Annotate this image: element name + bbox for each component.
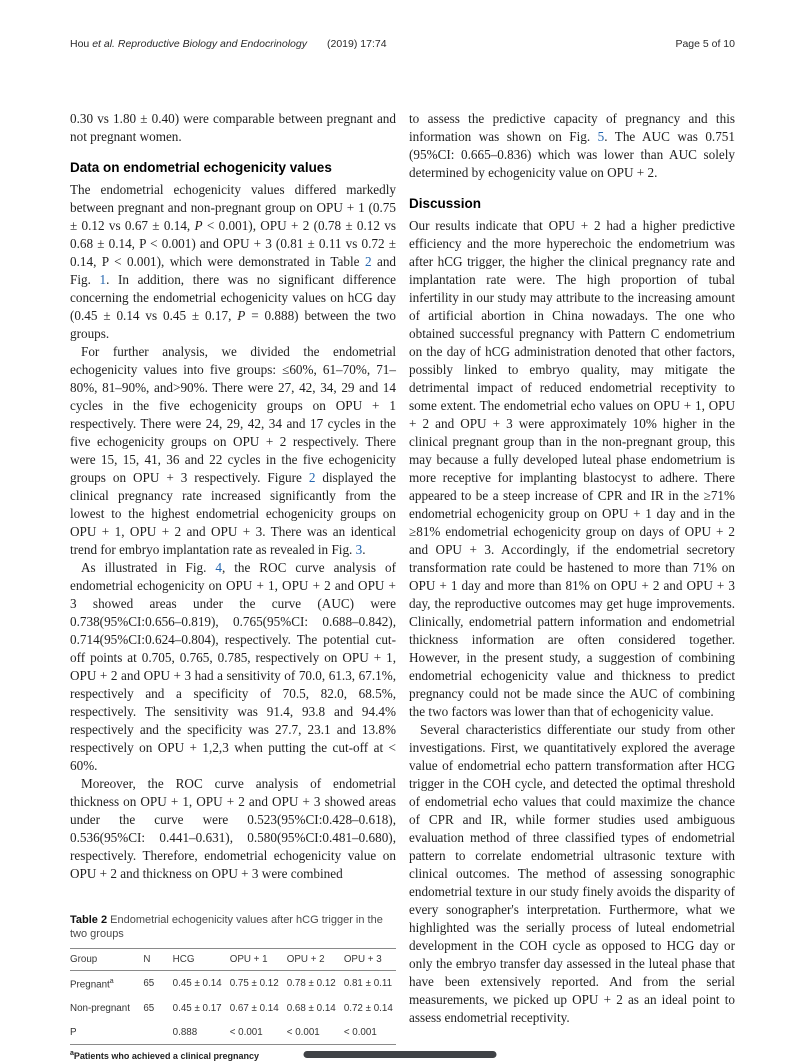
text-run: . The AUC was 0.751 (95%CI: 0.665–0.836) which was lower than AUC solely determined by echogenicity value on OPU + 2.: [409, 129, 735, 180]
table-cell: 0.888: [172, 1026, 198, 1038]
table-column-header: HCG: [173, 949, 230, 971]
paragraph: [409, 110, 735, 182]
table-cell: 65: [143, 1002, 155, 1014]
table-cell: P: [70, 1026, 77, 1038]
table-cell: 0.68 ± 0.14: [286, 1002, 336, 1014]
page-number-label: Page 5 of 10: [675, 38, 735, 50]
text-run: . In addition, there was no significant difference concerning the endometrial echogenicity values on hCG day (0.45 ± 0.14 vs 0.45 ± 0.17,: [70, 272, 397, 323]
text-run: displayed the clinical pregnancy rate increased significantly from the lowest to the highest endometrial echogenicity groups on OPU + 1, OPU + 2 and OPU + 3. There was an identical trend for embryo implantation rate as revealed in Fig.: [70, 470, 396, 557]
text-run: 0.30 vs 1.80 ± 0.40) were comparable between pregnant and not pregnant women.: [70, 111, 396, 144]
right-paragraphs: [409, 217, 735, 1027]
figure-ref-link[interactable]: 2: [364, 254, 372, 269]
table-column-header: OPU + 1: [230, 949, 287, 971]
text-run: As illustrated in Fig.: [81, 560, 216, 575]
figure-ref-link[interactable]: 5: [597, 129, 605, 144]
table-column-header: N: [143, 949, 172, 971]
table-column-header: Group: [70, 949, 143, 971]
author-name: Hou: [70, 38, 93, 50]
italic-variable: P: [237, 308, 246, 323]
paragraph: [70, 775, 396, 883]
table-cell: 0.45 ± 0.17: [172, 1002, 222, 1014]
figure-ref-link[interactable]: 3: [355, 542, 363, 557]
table-column-header: OPU + 2: [287, 949, 344, 971]
text-run: < 0.001), OPU + 2 (0.78 ± 0.12 vs 0.68 ± 0.14, P < 0.001) and OPU + 3 (0.81 ± 0.11 vs 0.72 ± 0.14, P < 0.001), which were demonstrated in Table: [70, 218, 396, 269]
table-2-caption-text: Endometrial echogenicity values after hCG trigger in the two groups: [70, 914, 383, 940]
table-row: [70, 1020, 396, 1045]
table-2-block: [70, 913, 396, 1061]
left-lead-paragraphs: [70, 110, 396, 146]
table-cell: 0.81 ± 0.11: [343, 977, 393, 989]
right-column: [409, 110, 735, 1061]
text-run: For further analysis, we divided the endometrial echogenicity values into five groups: ≤60%, 61–70%, 71–80%, 81–90%, and>90%. There were 27, 42, 34, 29 and 14 cycles in the five echogenicity groups on OPU + 1 respectively. There were 24, 29, 42, 34 and 17 cycles in the five echogenicity groups on OPU + 2 respectively. There were 15, 15, 41, 36 and 22 cycles in the five echogenicity groups on OPU + 3 respectively. Figure: [70, 344, 396, 485]
table-cell: 0.67 ± 0.14: [229, 1002, 279, 1014]
paragraph: [70, 110, 396, 146]
section-heading-discussion: Discussion: [409, 196, 482, 211]
paragraph: [70, 559, 396, 775]
table-cell: 0.72 ± 0.14: [343, 1002, 393, 1014]
table-cell: [143, 1020, 172, 1045]
table-cell: 0.75 ± 0.12: [229, 977, 279, 989]
footnote-marker: a: [70, 1050, 74, 1058]
table-row: [70, 971, 396, 997]
table-cell: Pregnant$^a$: [70, 977, 114, 990]
table-2-caption-label: Table 2: [70, 914, 108, 926]
table-cell: < 0.001: [286, 1026, 320, 1038]
table-column-header: OPU + 3: [344, 949, 396, 971]
section-heading-echogenicity: Data on endometrial echogenicity values: [70, 160, 332, 175]
paragraph: [409, 721, 735, 1027]
table-row: [70, 996, 396, 1020]
table-2: [70, 948, 396, 1045]
text-run: Our results indicate that OPU + 2 had a higher predictive efficiency and the more hyperechoic the endometrium was after hCG trigger, the higher the clinical pregnancy rate and implantation rate were. The high proportion of tubal infertility in our study may attribute to the increasing amount of artificial abortion in China nowadays. The one who obtained successful pregnancy with Pattern C endometrium on the day of hCG administration denoted that other factors, possibly linked to embryo quality, may mitigate the detrimental impact of reduced endometrial receptivity to some extent. The endometrial echo values on OPU + 1, OPU + 2 and OPU + 3 were approximately 10% higher in the clinical pregnant group than in the non-pregnant group, this may because a fully developed luteal phase endometrium is more receptive for implanting blastocyst to adhere. There appeared to be a steep increase of CPR and IR in the ≥71% endometrial echogenicity group on OPU + 1 day and in the ≥81% endometrial echogenicity group on days of OPU + 2 and OPU + 3. Accordingly, if the endometrial secretory transformation rate could be hastened to more than 71% on OPU + 1 day and more than 81% on OPU + 2 and OPU + 3 day, the reproductive outcomes may get huge improvements. Clinically, endometrial pattern information and endometrial thickness information are often considered together. However, in the present study, a suggestion of combining endometrial echogenicity value and thickness to predict pregnancy could not be made since the AUC of combining the two factors was lower than that of echogenicity value.: [409, 218, 735, 719]
italic-variable: P: [194, 218, 203, 233]
home-indicator-bar[interactable]: [304, 1051, 497, 1058]
two-column-body: [70, 110, 735, 1061]
table-cell: < 0.001: [343, 1026, 377, 1038]
paragraph: [409, 217, 735, 721]
text-run: to assess the predictive capacity of pregnancy and this information was shown on Fig.: [409, 111, 735, 144]
right-lead-paragraphs: [409, 110, 735, 182]
table-cell: < 0.001: [229, 1026, 263, 1038]
table-2-header-row: [70, 949, 396, 971]
table-2-caption: [70, 913, 396, 941]
paragraph: [70, 343, 396, 559]
paragraph: [70, 181, 396, 343]
figure-ref-link[interactable]: 1: [99, 272, 107, 287]
text-run: The endometrial echogenicity values differed markedly between pregnant and non-pregnant group on OPU + 1 (0.75 ± 0.12 vs 0.67 ± 0.14,: [70, 182, 396, 233]
text-run: and Fig.: [70, 254, 397, 287]
left-paragraphs: [70, 181, 396, 883]
text-run: = 0.888) between the two groups.: [70, 308, 397, 341]
text-run: .: [362, 542, 366, 557]
table-cell: Non-pregnant: [70, 1002, 130, 1014]
figure-ref-link[interactable]: 2: [308, 470, 316, 485]
footnote-marker: a: [109, 977, 114, 985]
issue-info: (2019) 17:74: [327, 38, 387, 50]
figure-ref-link[interactable]: 4: [215, 560, 222, 575]
text-run: , the ROC curve analysis of endometrial echogenicity on OPU + 1, OPU + 2 and OPU + 3 showed areas under the curve (AUC) were 0.738(95%CI:0.656–0.819), 0.765(95%CI: 0.688–0.842), 0.714(95%CI:0.624–0.804), respectively. The potential cut-off points at 0.705, 0.765, 0.785, respectively on OPU + 1, OPU + 2 and OPU + 3 had a sensitivity of 70.0, 61.3, 67.1%, respectively and a specificity of 70.5, 82.0, 68.5%, respectively. The sensitivity was 91.4, 93.8 and 94.4% respectively and the specificity was 27.7, 23.1 and 13.8% respectively on OPU + 1,2,3 when putting the cut-off at < 60%.: [70, 560, 396, 773]
table-cell: 65: [143, 977, 155, 989]
left-column: [70, 110, 396, 1061]
journal-title: et al. Reproductive Biology and Endocrinology: [92, 38, 307, 50]
text-run: Several characteristics differentiate our study from other investigations. First, we quantitatively explored the average value of endometrial echo pattern transformation after HCG trigger in the COH cycle, and detected the optimal threshold of endometrial echo values that could maximize the chance of CPR and IR, while former studies used ambiguous evaluation method of three classified types of endometrial pattern to correlate endometrial ultrasonic texture with clinical outcomes. The method of assessing sonographic endometrial texture in our study finely avoids the disparity of every sonographer's interpretation. Furthermore, what we highlighted was the serially process of luteal endometrial development in the COH cycle as opposed to HCG day or only the embryo transfer day assessed in the luteal phase that have been extensively reported. And from the serial measurements, we picked up OPU + 2 as an ideal point to assess endometrial receptivity.: [409, 722, 735, 1025]
running-header-citation: [70, 38, 387, 50]
text-run: Moreover, the ROC curve analysis of endometrial thickness on OPU + 1, OPU + 2 and OPU + 3 showed areas under the curve were 0.523(95%CI:0.428–0.618), 0.536(95%CI: 0.441–0.631), 0.580(95%CI:0.481–0.680), respectively. Therefore, endometrial echogenicity value on OPU + 2 and thickness on OPU + 3 were combined: [70, 776, 396, 881]
footnote-text: Patients who achieved a clinical pregnancy: [73, 1051, 259, 1062]
running-header: [70, 38, 735, 50]
table-cell: 0.78 ± 0.12: [286, 977, 336, 989]
table-cell: 0.45 ± 0.14: [172, 977, 222, 989]
